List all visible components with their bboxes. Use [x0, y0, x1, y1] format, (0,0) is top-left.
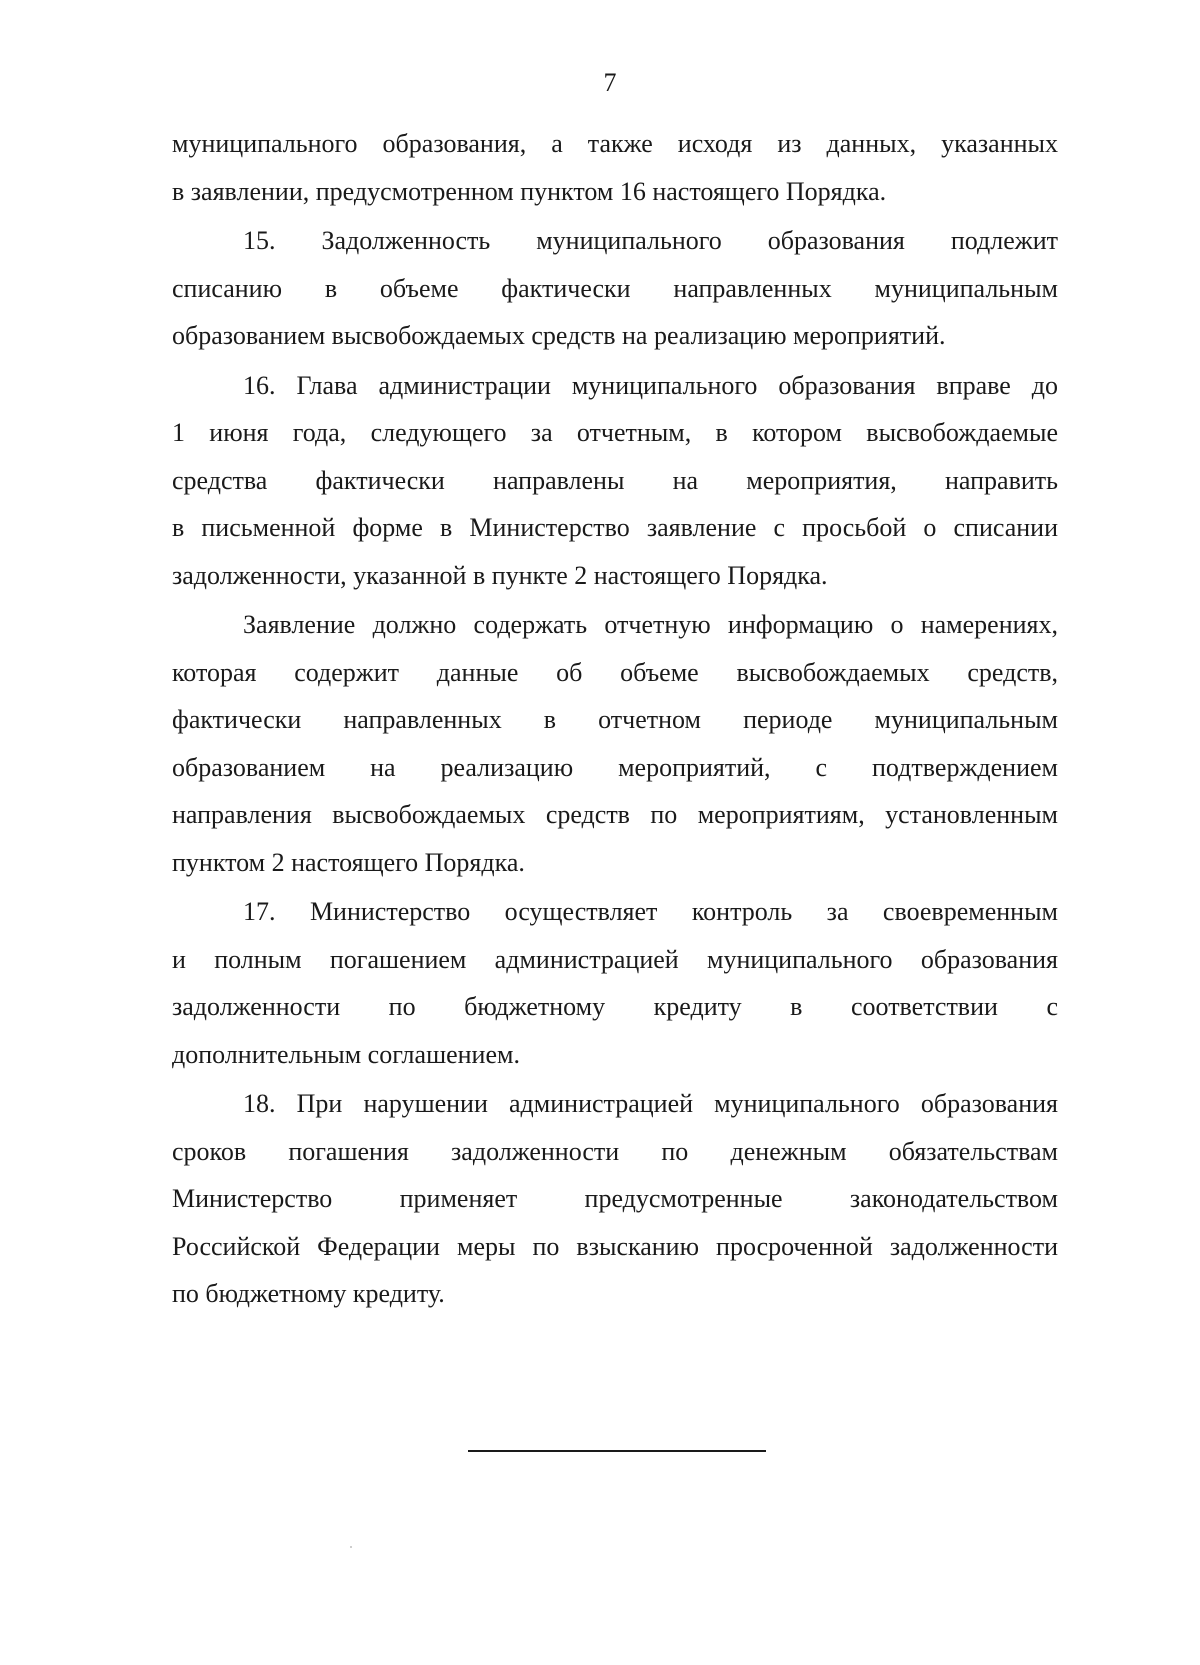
text-line: Министерство применяет предусмотренные законодательством [172, 1184, 1058, 1213]
text-line: по бюджетному кредиту. [172, 1279, 445, 1308]
end-divider-line [468, 1450, 766, 1452]
page-number: 7 [603, 68, 617, 97]
text-line: и полным погашением администрацией муниципального образования [172, 944, 1058, 974]
document-body [172, 120, 1058, 1318]
paragraph-continuation [172, 120, 1058, 215]
text-line: 16. Глава администрации муниципального образования вправе до [243, 370, 1058, 400]
text-line: средства фактически направлены на мероприятия, направить [172, 465, 1058, 495]
paragraph-17 [172, 888, 1058, 1078]
paragraph-statement [172, 601, 1058, 886]
text-line: Российской Федерации меры по взысканию просроченной задолженности [172, 1231, 1058, 1261]
text-line: муниципального образования, а также исходя из данных, указанных [172, 129, 1058, 158]
text-line: 18. При нарушении администрацией муниципального образования [243, 1089, 1058, 1118]
text-line: сроков погашения задолженности по денежным обязательствам [172, 1136, 1058, 1166]
text-line: Заявление должно содержать отчетную информацию о намерениях, [243, 610, 1058, 639]
text-line: 15. Задолженность муниципального образования подлежит [243, 226, 1058, 255]
text-line: задолженности, указанной в пункте 2 настоящего Порядка. [172, 560, 828, 590]
paragraph-18 [172, 1080, 1058, 1318]
text-line: направления высвобождаемых средств по мероприятиям, установленным [172, 800, 1058, 829]
text-line: списанию в объеме фактически направленных муниципальным [172, 273, 1058, 303]
text-line: дополнительным соглашением. [172, 1039, 520, 1069]
text-line: образованием высвобождаемых средств на реализацию мероприятий. [172, 321, 946, 350]
paragraph-15 [172, 217, 1058, 360]
text-line: фактически направленных в отчетном периоде муниципальным [172, 705, 1058, 734]
text-line: которая содержит данные об объеме высвобождаемых средств, [172, 657, 1058, 687]
scan-speck [350, 1546, 352, 1548]
text-line: в заявлении, предусмотренном пунктом 16 настоящего Порядка. [172, 176, 887, 206]
text-line: 1 июня года, следующего за отчетным, в котором высвобождаемые [172, 418, 1058, 447]
text-line: 17. Министерство осуществляет контроль за своевременным [243, 897, 1058, 926]
text-line: в письменной форме в Министерство заявление с просьбой о списании [172, 513, 1058, 542]
text-line: задолженности по бюджетному кредиту в соответствии с [172, 992, 1058, 1021]
text-line: пунктом 2 настоящего Порядка. [172, 847, 525, 877]
paragraph-16 [172, 362, 1058, 600]
text-line: образованием на реализацию мероприятий, с подтверждением [172, 752, 1058, 782]
